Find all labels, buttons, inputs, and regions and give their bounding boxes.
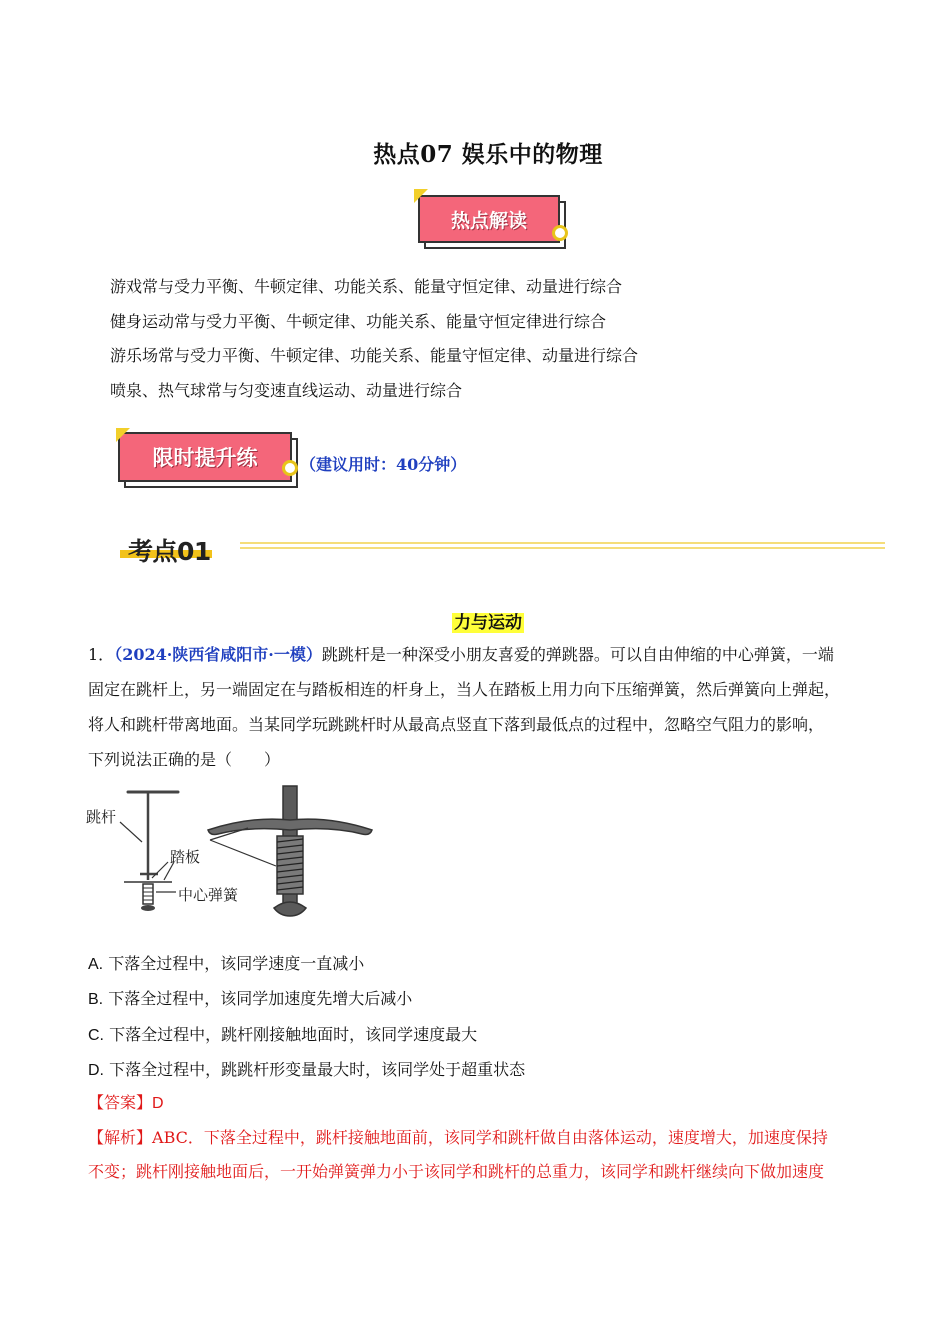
time-hint: （建议用时：40分钟） xyxy=(300,455,467,474)
hot-read-badge xyxy=(416,193,576,253)
question-line: 下列说法正确的是（ ） xyxy=(88,750,281,769)
ring-icon xyxy=(282,460,298,476)
question-text xyxy=(88,637,878,777)
kaodian-divider xyxy=(240,542,885,549)
question-source: （2024·陕西省咸阳市·一模） xyxy=(114,645,322,664)
practice-badge xyxy=(116,430,306,492)
question-line: 将人和跳杆带离地面。当某同学玩跳跳杆时从最高点竖直下落到最低点的过程中，忽略空气阻力的影响， xyxy=(88,715,825,734)
pogo-label: 跳杆 xyxy=(86,808,117,826)
question-line: 固定在跳杆上，另一端固定在与踏板相连的杆身上，当人在踏板上用力向下压缩弹簧，然后弹簧向上弹起， xyxy=(88,680,841,699)
question-line: 1．（2024·陕西省咸阳市·一模）跳跳杆是一种深受小朋友喜爱的弹跳器。可以自由伸缩的中心弹簧，一端 xyxy=(88,645,834,664)
analysis xyxy=(88,1121,878,1189)
option-c: C. 下落全过程中，跳杆刚接触地面时，该同学速度最大 xyxy=(88,1025,478,1044)
answer-value: D xyxy=(152,1095,164,1112)
analysis-line: 不变；跳杆刚接触地面后，一开始弹簧弹力小于该同学和跳杆的总重力，该同学和跳杆继续向下做加速度 xyxy=(88,1162,825,1181)
flag-icon xyxy=(116,428,130,442)
option-a: A. 下落全过程中，该同学速度一直减小 xyxy=(88,954,365,973)
ring-icon xyxy=(552,225,568,241)
intro-text xyxy=(110,270,638,408)
page-title: 热点07 娱乐中的物理 xyxy=(373,141,603,168)
option-b: B. 下落全过程中，该同学加速度先增大后减小 xyxy=(88,989,413,1008)
intro-line: 喷泉、热气球常与匀变速直线运动、动量进行综合 xyxy=(110,380,463,400)
flag-icon xyxy=(414,189,428,203)
kaodian-label: 考点01 xyxy=(128,537,211,566)
answer-label: 【答案】 xyxy=(88,1093,153,1112)
practice-label: 限时提升练 xyxy=(152,446,258,470)
intro-line: 游乐场常与受力平衡、牛顿定律、功能关系、能量守恒定律、动量进行综合 xyxy=(110,346,639,365)
answer xyxy=(88,1086,164,1121)
pogo-stick-figure xyxy=(80,782,380,922)
intro-line: 游戏常与受力平衡、牛顿定律、功能关系、能量守恒定律、动量进行综合 xyxy=(110,277,623,296)
question-number: 1． xyxy=(88,645,115,664)
hot-read-label: 热点解读 xyxy=(450,209,527,232)
analysis-line: 【解析】ABC．下落全过程中，跳杆接触地面前，该同学和跳杆做自由落体运动，速度增大，加速度保持 xyxy=(88,1128,828,1147)
intro-line: 健身运动常与受力平衡、牛顿定律、功能关系、能量守恒定律进行综合 xyxy=(110,311,607,331)
section-title: 力与运动 xyxy=(454,613,522,633)
spring-label: 中心弹簧 xyxy=(178,886,239,904)
pedal-label: 踏板 xyxy=(170,848,201,866)
option-d: D. 下落全过程中，跳跳杆形变量最大时，该同学处于超重状态 xyxy=(88,1060,526,1079)
